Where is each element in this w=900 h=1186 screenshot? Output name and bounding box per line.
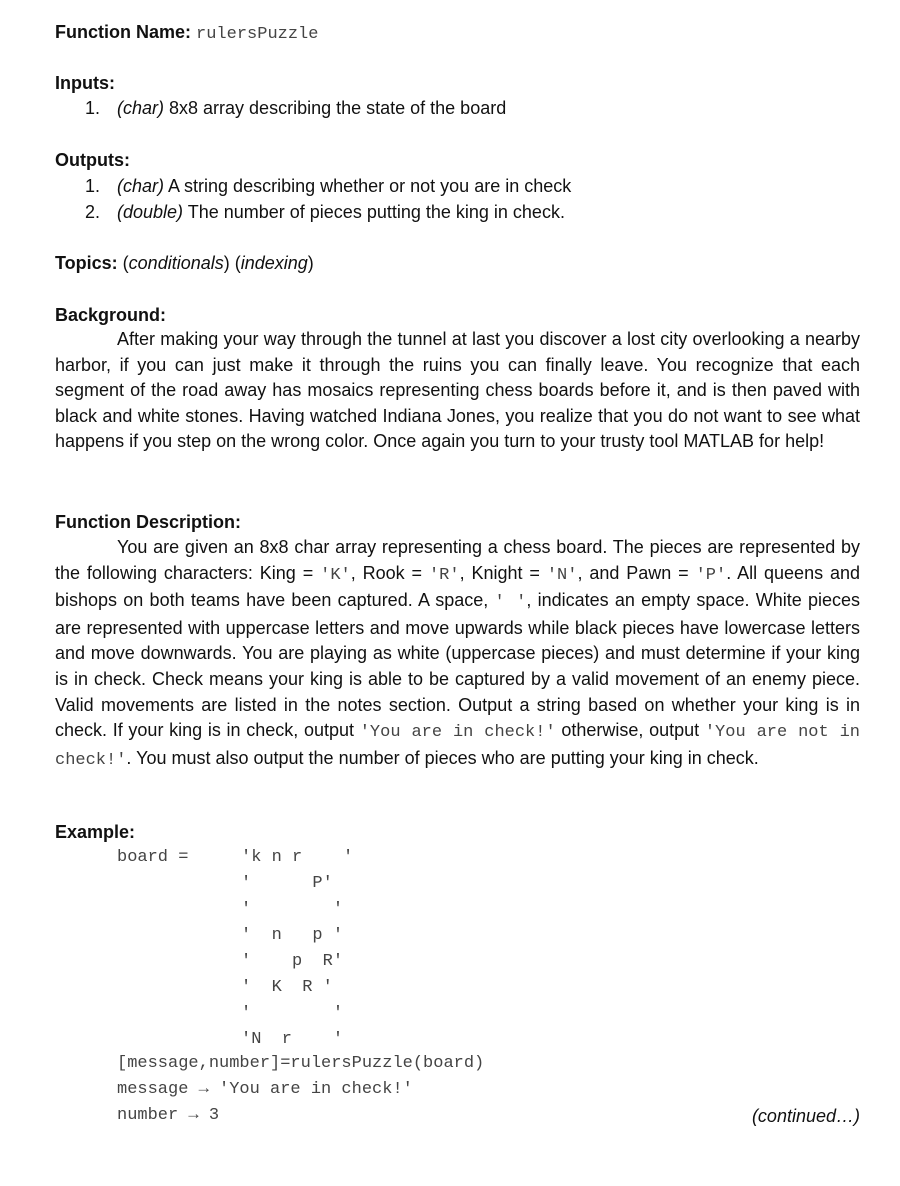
topics-label: Topics: xyxy=(55,253,118,273)
board-row: ' ' xyxy=(241,1004,344,1023)
inputs-item-type: (char) xyxy=(117,98,165,118)
background-paragraph: After making your way through the tunnel at last you discover a lost city overlooking a nearby harbor, if you can just make it through the ruins you can finally leave. You recognize that each segment of the road away has mosaics representing chess boards before it, and is then paved with black and white stones. Having watched Indiana Jones, you realize that you do not want to see what happens if you step on the wrong color. Once again you turn to your trusty tool MATLAB for help! xyxy=(55,329,860,452)
inputs-item-text: 8x8 array describing the state of the board xyxy=(164,98,507,118)
topic-indexing: indexing xyxy=(240,253,308,273)
outputs-heading: Outputs: xyxy=(55,150,130,170)
board-row: 'k n r ' xyxy=(241,848,354,867)
outputs-item-type: (double) xyxy=(117,202,184,222)
topic-conditionals: conditionals xyxy=(128,253,224,273)
board-row: ' ' xyxy=(241,900,344,919)
outputs-item-text: A string describing whether or not you are in check xyxy=(164,176,572,196)
description-text: , Knight = xyxy=(459,562,547,583)
code-knight: 'N' xyxy=(546,565,578,585)
outputs-item-1 xyxy=(85,175,571,197)
code-space: ' ' xyxy=(494,593,527,613)
board-label: board = xyxy=(117,848,189,867)
description-text: . You must also output the number of pieces who are putting your king in check. xyxy=(126,747,759,768)
board-row: ' p R' xyxy=(241,952,344,971)
continued-note: (continued…) xyxy=(751,1106,860,1126)
description-text: , Rook = xyxy=(350,562,429,583)
description-text: otherwise, output xyxy=(555,720,705,741)
code-message-check: 'You are in check!' xyxy=(359,723,556,743)
board-row: ' P' xyxy=(241,874,333,893)
description-text: You are given an 8x8 char array representing a chess board. The pieces are represented by the following characters: King = xyxy=(55,537,860,583)
function-name-line xyxy=(55,21,318,46)
outputs-item-type: (char) xyxy=(117,176,165,196)
outputs-item-number: 1. xyxy=(85,176,101,196)
outputs-item-number: 2. xyxy=(85,202,101,222)
outputs-item-2 xyxy=(85,201,565,223)
code-message-not-check: 'You are not in check!' xyxy=(55,723,860,770)
code-king: 'K' xyxy=(320,565,351,585)
code-rook: 'R' xyxy=(428,565,460,585)
board-row: ' n p ' xyxy=(241,926,344,945)
board-row: 'N r ' xyxy=(241,1030,344,1049)
function-call: [message,number]=rulersPuzzle(board) xyxy=(117,1054,485,1073)
code-pawn: 'P' xyxy=(695,565,727,585)
topics-line: Topics: (conditionals) (indexing) xyxy=(55,253,314,273)
description-paragraph xyxy=(55,535,860,773)
board-row: ' K R ' xyxy=(241,978,333,997)
outputs-item-text: The number of pieces putting the king in check. xyxy=(183,202,565,222)
function-name-value: rulersPuzzle xyxy=(196,25,319,44)
example-heading: Example: xyxy=(55,822,136,842)
inputs-heading: Inputs: xyxy=(55,73,115,93)
inputs-item-1 xyxy=(85,97,506,119)
background-heading: Background: xyxy=(55,305,167,325)
message-output: message → 'You are in check!' xyxy=(117,1080,413,1099)
description-text: . All queens and bishops on both teams have been captured. A space, xyxy=(55,562,861,611)
description-text: , indicates an empty space. White pieces are represented with uppercase letters and move upwards while black pieces have lowercase letters and move downwards. You are playing as white (uppercase pieces) and must determine if your king is in check. Check means your king is able to be captured by a valid movement of an enemy piece. Valid movements are listed in the notes section. Output a string based on whether your king is in check. If your king is in check, output xyxy=(55,590,860,741)
description-heading: Function Description: xyxy=(55,512,241,532)
number-output: number → 3 xyxy=(117,1106,220,1125)
inputs-item-number: 1. xyxy=(85,98,101,118)
description-text: , and Pawn = xyxy=(577,562,696,583)
function-name-label: Function Name: xyxy=(55,22,192,42)
